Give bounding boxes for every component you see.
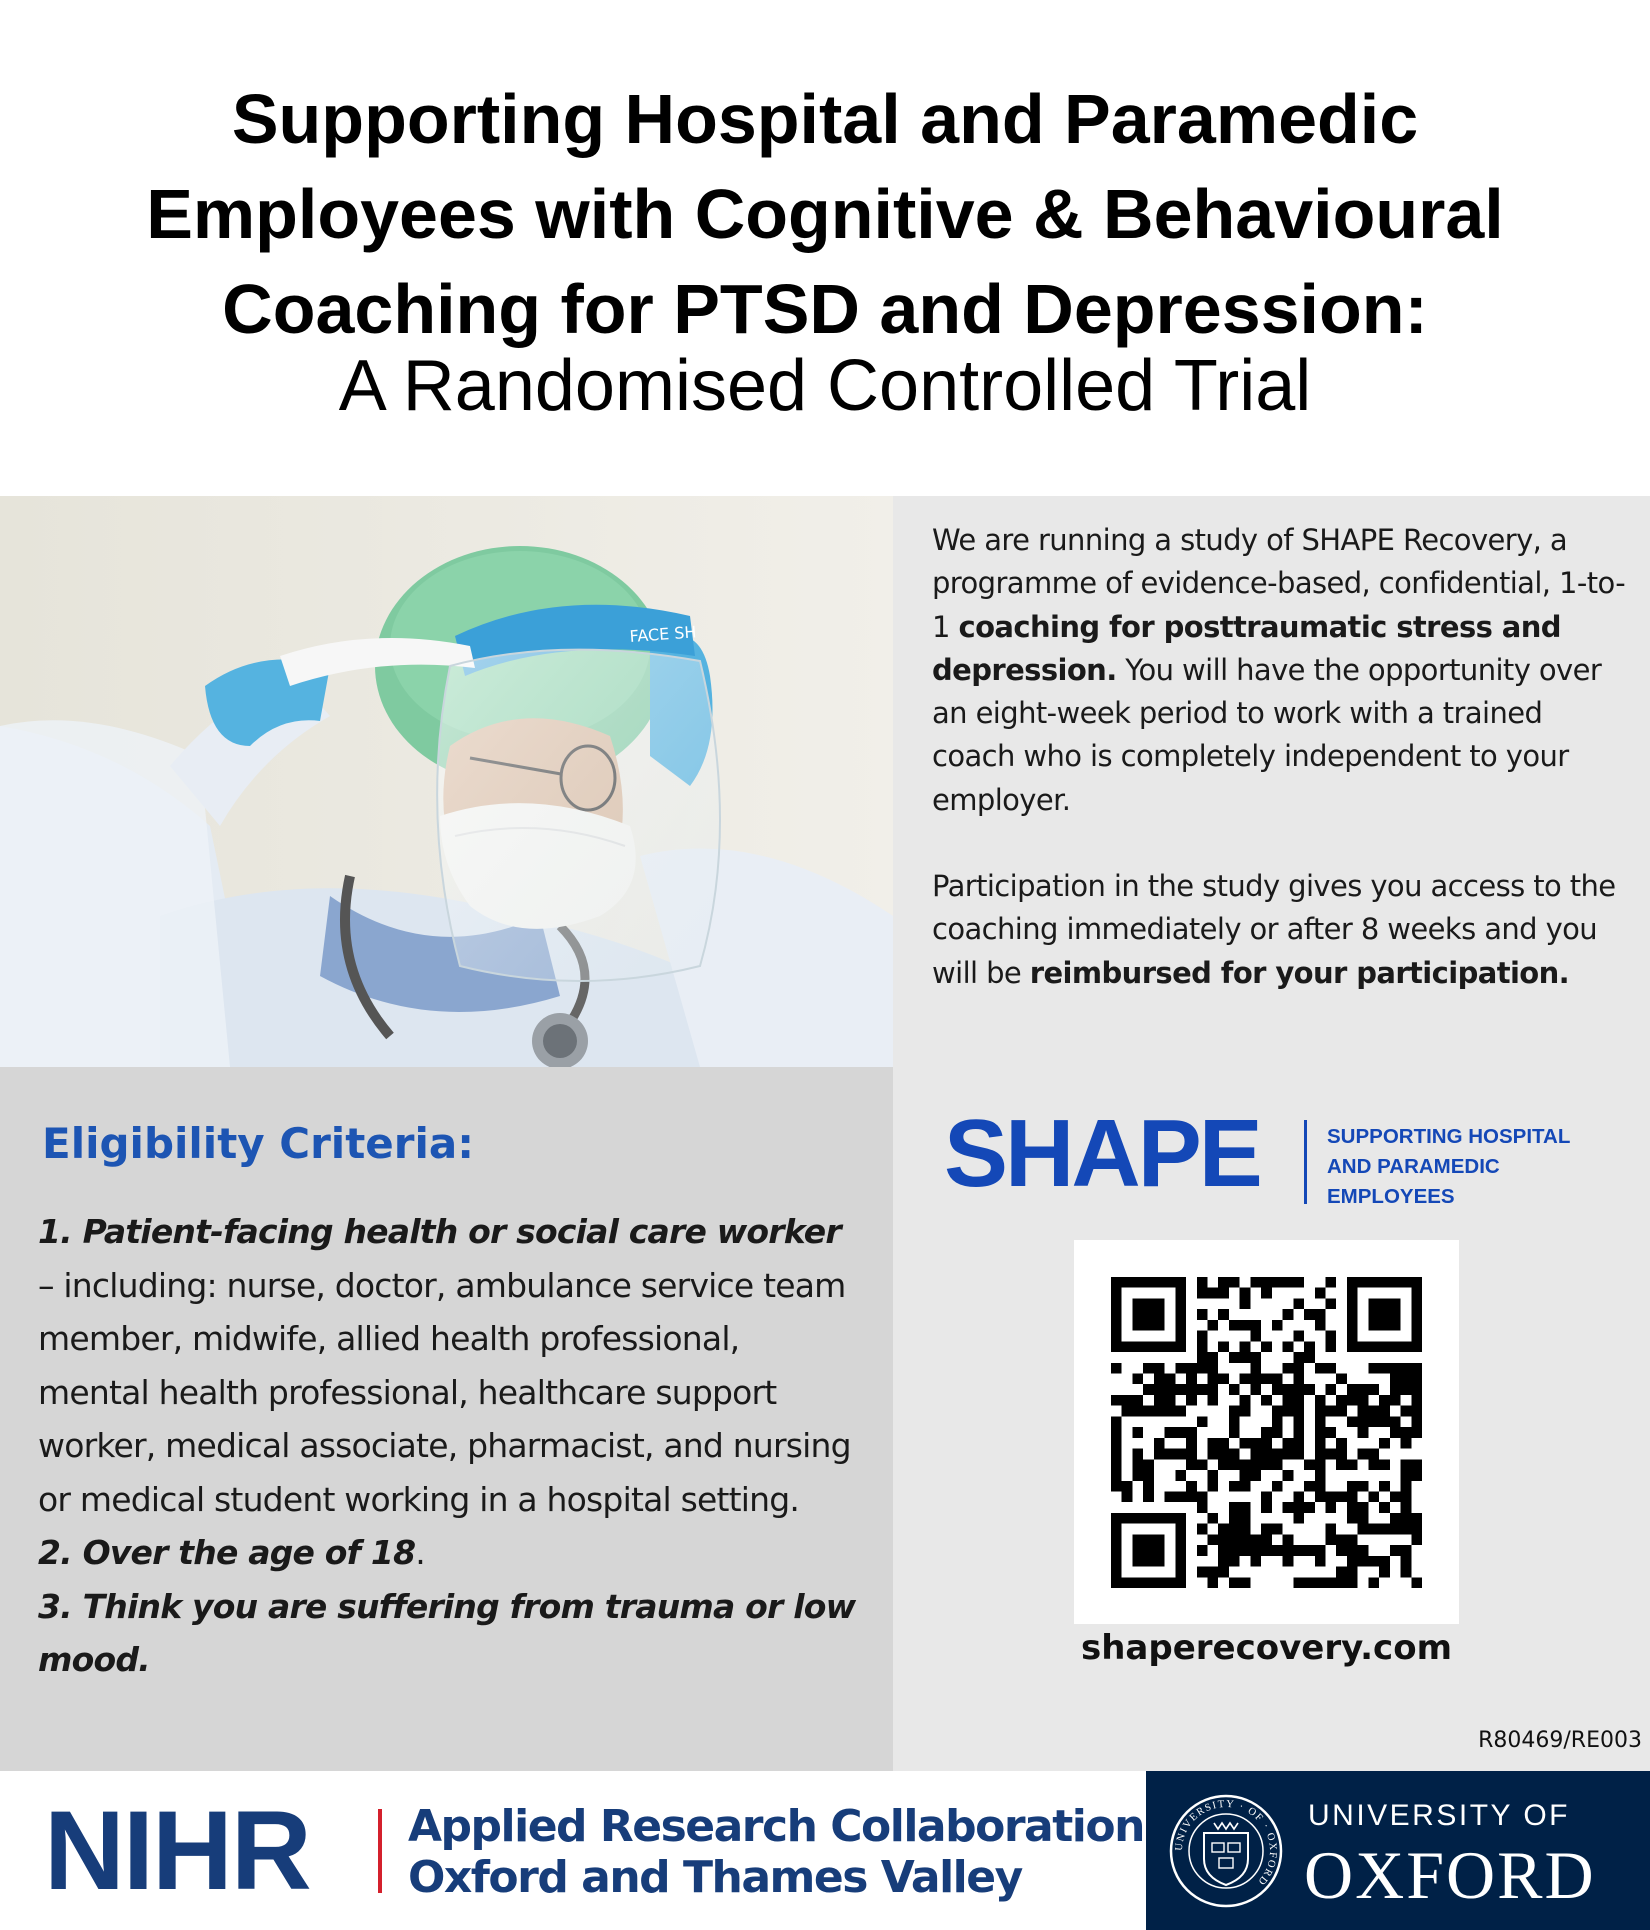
title-line: Employees with Cognitive & Behavioural (146, 175, 1504, 253)
tagline-line: EMPLOYEES (1327, 1185, 1455, 1208)
eligibility-item-title: 2. Over the age of 18 (38, 1533, 416, 1572)
shape-logo-tagline (1327, 1122, 1607, 1212)
eligibility-list (38, 1205, 858, 1687)
nihr-wordmark: NIHR (44, 1788, 310, 1913)
shape-logo-word: SHAPE (944, 1100, 1260, 1207)
intro-text-cont: You will have the opportunity over an eight-week period to work with a trained coach who is completely independent to your employer. (932, 652, 1602, 817)
seal-text: UNIVERSITY · OF · OXFORD (1173, 1798, 1279, 1888)
participation-emphasis: reimbursed for your participation. (1029, 955, 1570, 990)
eligibility-panel (0, 1067, 893, 1771)
oxford-university-of: UNIVERSITY OF (1308, 1799, 1570, 1832)
healthcare-worker-photo (0, 496, 893, 1067)
photo-illustration (0, 496, 893, 1067)
face-shield-text: FACE SH (628, 622, 698, 646)
oxford-wordmark: OXFORD (1304, 1837, 1596, 1913)
shape-logo (944, 1100, 1624, 1210)
qr-code[interactable] (1074, 1240, 1459, 1624)
page-title (40, 72, 1610, 357)
eligibility-item-title: 3. Think you are suffering from trauma or low mood. (38, 1586, 856, 1679)
eligibility-item-text: . (415, 1533, 425, 1572)
title-line: Supporting Hospital and Paramedic (231, 80, 1419, 158)
tagline-line: AND PARAMEDIC (1327, 1155, 1500, 1178)
info-panel (893, 496, 1650, 1771)
intro-text: We are running a study of SHAPE Recovery, a programme of evidence-based, confidential, 1-to-1 (932, 523, 1626, 644)
arc-line: Oxford and Thames Valley (408, 1852, 1022, 1903)
page-subtitle: A Randomised Controlled Trial (338, 346, 1312, 426)
oxford-logo (1146, 1771, 1650, 1930)
arc-name (408, 1801, 1144, 1903)
eligibility-heading: Eligibility Criteria: (42, 1119, 475, 1168)
website-link[interactable]: shaperecovery.com (1080, 1628, 1452, 1668)
intro-paragraph (932, 519, 1632, 822)
nihr-logo (0, 1771, 1146, 1930)
shape-logo-divider (1304, 1120, 1307, 1204)
eligibility-item (38, 1205, 858, 1526)
tagline-line: SUPPORTING HOSPITAL (1327, 1125, 1571, 1148)
eligibility-item-title: 1. Patient-facing health or social care worker (38, 1212, 841, 1251)
nihr-divider (378, 1809, 382, 1893)
oxford-seal-icon (1168, 1793, 1284, 1909)
eligibility-item-text: – including: nurse, doctor, ambulance service team member, midwife, allied health professional, mental health professional, healthcare support worker, medical associate, pharmacist, and nursing or medical student working in a hospital setting. (38, 1265, 851, 1519)
participation-text: Participation in the study gives you access to the coaching immediately or after 8 weeks and you will be (932, 869, 1616, 990)
title-line: Coaching for PTSD and Depression: (222, 270, 1428, 348)
intro-emphasis: coaching for posttraumatic stress and depression. (932, 609, 1561, 687)
reference-code: R80469/RE003 (1478, 1728, 1642, 1753)
arc-line: Applied Research Collaboration (408, 1801, 1144, 1852)
title-block (0, 0, 1650, 496)
qr-code-icon (1111, 1277, 1422, 1588)
eligibility-item (38, 1526, 858, 1580)
eligibility-item (38, 1580, 858, 1687)
participation-paragraph (932, 865, 1632, 995)
